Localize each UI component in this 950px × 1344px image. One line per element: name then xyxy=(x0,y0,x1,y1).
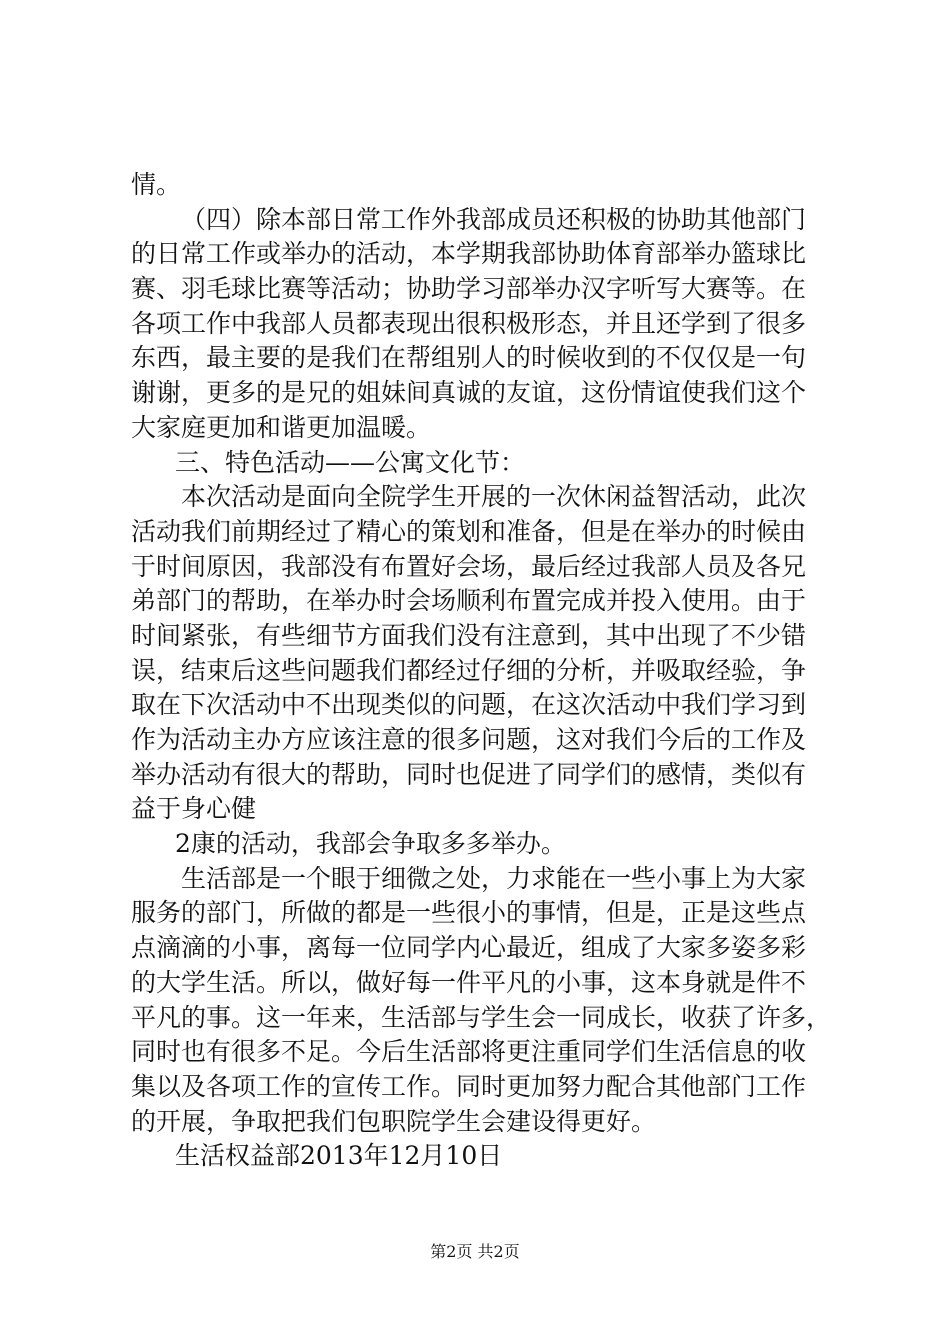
text-line: 平凡的事。这一年来，生活部与学生会一同成长，收获了许多， xyxy=(131,1002,832,1032)
text-line: 谢谢，更多的是兄的姐妹间真诚的友谊，这份情谊使我们这个 xyxy=(131,378,807,408)
text-line: 益于身心健 xyxy=(131,794,257,824)
text-line: 弟部门的帮助，在举办时会场顺利布置完成并投入使用。由于 xyxy=(131,586,807,616)
signature-date-line: 生活权益部2013年12月10日 xyxy=(175,1141,503,1171)
text-line: 大家庭更加和谐更加温暖。 xyxy=(131,412,432,442)
text-line: 赛、羽毛球比赛等活动；协助学习部举办汉字听写大赛等。在 xyxy=(131,274,807,304)
text-line: 集以及各项工作的宣传工作。同时更加努力配合其他部门工作 xyxy=(131,1071,807,1101)
text-line: 活动我们前期经过了精心的策划和准备，但是在举办的时候由 xyxy=(131,516,807,546)
text-line: 举办活动有很大的帮助，同时也促进了同学们的感情，类似有 xyxy=(131,759,807,789)
text-line: 情。 xyxy=(131,170,182,199)
text-line: 本次活动是面向全院学生开展的一次休闲益智活动，此次 xyxy=(181,482,807,512)
text-line: 取在下次活动中不出现类似的问题，在这次活动中我们学习到 xyxy=(131,690,807,720)
text-line: 的开展，争取把我们包职院学生会建设得更好。 xyxy=(131,1106,657,1136)
text-line: （四）除本部日常工作外我部成员还积极的协助其他部门 xyxy=(181,204,807,234)
text-line: 东西，最主要的是我们在帮组别人的时候收到的不仅仅是一句 xyxy=(131,343,807,373)
text-line: 同时也有很多不足。今后生活部将更注重同学们生活信息的收 xyxy=(131,1037,807,1067)
text-line: 生活部是一个眼于细微之处，力求能在一些小事上为大家 xyxy=(181,863,807,893)
page-number: 第2页 共2页 xyxy=(430,1242,520,1261)
text-line: 2康的活动，我部会争取多多举办。 xyxy=(175,829,566,859)
text-line: 误，结束后这些问题我们都经过仔细的分析，并吸取经验，争 xyxy=(131,655,807,685)
text-line: 作为活动主办方应该注意的很多问题，这对我们今后的工作及 xyxy=(131,725,807,754)
text-line: 时间紧张，有些细节方面我们没有注意到，其中出现了不少错 xyxy=(131,620,807,650)
text-line: 服务的部门，所做的都是一些很小的事情，但是，正是这些点 xyxy=(131,898,807,928)
text-line: 点滴滴的小事，离每一位同学内心最近，组成了大家多姿多彩 xyxy=(131,933,807,963)
page-footer xyxy=(0,1242,950,1262)
text-line: 的大学生活。所以，做好每一件平凡的小事，这本身就是件不 xyxy=(131,967,807,997)
document-body xyxy=(131,168,831,1174)
section-heading: 三、特色活动——公寓文化节： xyxy=(175,447,526,477)
text-line: 于时间原因，我部没有布置好会场，最后经过我部人员及各兄 xyxy=(131,551,807,581)
text-line: 的日常工作或举办的活动，本学期我部协助体育部举办篮球比 xyxy=(131,239,807,269)
text-line: 各项工作中我部人员都表现出很积极形态，并且还学到了很多 xyxy=(131,308,807,338)
